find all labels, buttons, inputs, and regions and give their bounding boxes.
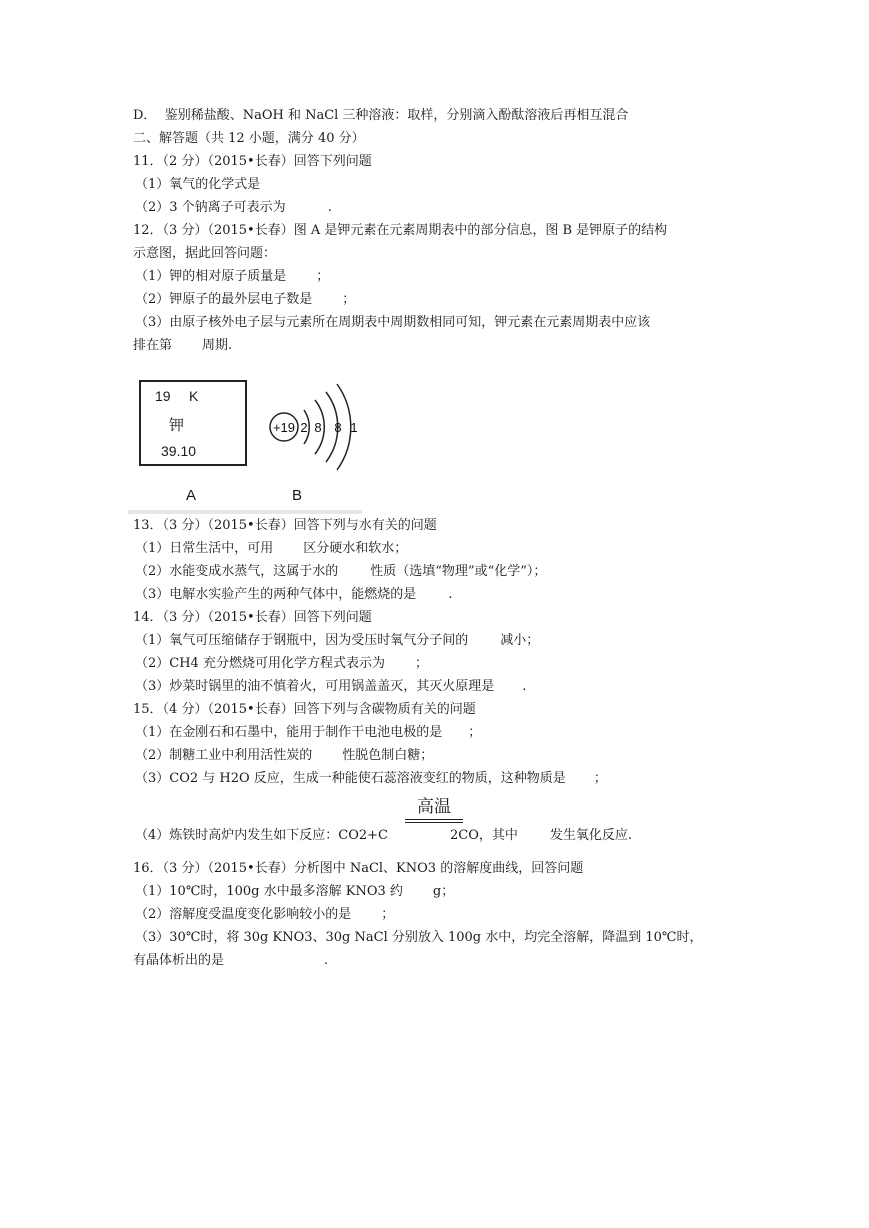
- q12-part3-cont: [133, 336, 232, 356]
- q12-part1-text: （1）钾的相对原子质量是: [135, 269, 287, 284]
- q11-part1: （1）氧气的化学式是: [135, 177, 261, 192]
- atomic-mass: 39.10: [161, 443, 197, 459]
- q16-part3-cont-text: 有晶体析出的是: [133, 953, 225, 968]
- q13-part1: [135, 539, 407, 559]
- q15-part3-text: （3）CO2 与 H2O 反应，生成一种能使石蕊溶液变红的物质，这种物质是: [135, 771, 566, 786]
- q15-part4: [135, 826, 632, 846]
- q12-stem-cont: 示意图，据此回答问题：: [133, 246, 277, 261]
- q15-stem: 15．（4 分）（2015•长春）回答下列与含碳物质有关的问题: [133, 702, 476, 717]
- q13-part3-text: （3）电解水实验产生的两种气体中，能燃烧的是: [135, 587, 417, 602]
- q12-part3-cont-end: 周期.: [202, 338, 233, 353]
- q15-part1-text: （1）在金刚石和石墨中，能用于制作干电池电极的是: [135, 725, 443, 740]
- shell-electron-count: 2: [300, 420, 308, 435]
- shell-electron-count: 8: [314, 420, 322, 435]
- q16-part2: [135, 905, 394, 925]
- q16-part1-text: （1）10℃时，100g 水中最多溶解 KNO3 约: [135, 884, 403, 899]
- figure-label-b: B: [292, 487, 303, 504]
- q14-part2: [135, 654, 428, 674]
- nucleus-charge: +19: [272, 420, 296, 435]
- q12-part2-end: ；: [342, 292, 356, 307]
- q14-part1-text: （1）氧气可压缩储存于钢瓶中，因为受压时氧气分子间的: [135, 633, 469, 648]
- equation-double-line-bottom: [405, 822, 463, 823]
- q11-part2-end: .: [327, 200, 332, 215]
- q16-part3-cont-end: .: [324, 953, 329, 968]
- reaction-condition: 高温: [417, 797, 451, 817]
- q14-stem: 14．（3 分）（2015•长春）回答下列问题: [133, 610, 372, 625]
- q16-part2-end: ；: [381, 907, 395, 922]
- q12-part2: [135, 290, 355, 310]
- q16-part3: （3）30℃时，将 30g KNO3、30g NaCl 分别放入 100g 水中，均完全溶解，降温到 10℃时，: [135, 930, 703, 945]
- q14-part2-text: （2）CH4 充分燃烧可用化学方程式表示为: [135, 656, 385, 671]
- q13-stem: 13．（3 分）（2015•长春）回答下列与水有关的问题: [133, 518, 437, 533]
- q15-part2-text: （2）制糖工业中利用活性炭的: [135, 748, 313, 763]
- q12-part3-cont-text: 排在第: [133, 338, 173, 353]
- q11-stem: 11．（2 分）（2015•长春）回答下列问题: [133, 154, 372, 169]
- q14-part3-end: .: [522, 679, 527, 694]
- q12-part1-end: ；: [316, 269, 330, 284]
- q13-part1-text: （1）日常生活中，可用: [135, 541, 274, 556]
- q13-part2-end: 性质（选填“物理”或“化学”）；: [370, 564, 547, 579]
- q15-part4-product: 2CO，其中: [450, 828, 518, 843]
- q12-part1: [135, 267, 329, 287]
- q11-part2-text: （2）3 个钠离子可表示为: [135, 200, 286, 215]
- q16-part1: [135, 882, 454, 902]
- q15-part1-end: ；: [468, 725, 482, 740]
- q15-part3-end: ；: [593, 771, 607, 786]
- q11-part2: [135, 198, 332, 218]
- q13-part1-end: 区分硬水和软水；: [303, 541, 408, 556]
- q16-stem: 16．（3 分）（2015•长春）分析图中 NaCl、KNO3 的溶解度曲线，回答问题: [133, 861, 584, 876]
- q15-part2-end: 性脱色制白糖；: [342, 748, 434, 763]
- q16-part3-cont: [133, 951, 328, 971]
- q12-stem: 12．（3 分）（2015•长春）图 A 是钾元素在元素周期表中的部分信息，图 B 是钾原子的结构: [133, 223, 668, 238]
- equation-double-line-top: [405, 819, 463, 820]
- atomic-number: 19: [155, 388, 171, 404]
- q14-part1-end: 减小；: [500, 633, 540, 648]
- q14-part3: [135, 677, 526, 697]
- q15-part1: [135, 723, 481, 743]
- shell-electron-count: 1: [350, 420, 358, 435]
- atom-structure-diagram: [262, 380, 372, 485]
- q15-part3: [135, 769, 607, 789]
- q13-part2: [135, 562, 546, 582]
- q14-part1: [135, 631, 539, 651]
- element-name: 钾: [169, 416, 185, 434]
- q15-part2: [135, 746, 433, 766]
- q15-part4-text: （4）炼铁时高炉内发生如下反应：CO2+C: [135, 828, 388, 843]
- q14-part3-text: （3）炒菜时锅里的油不慎着火，可用锅盖盖灭，其灭火原理是: [135, 679, 495, 694]
- shell-electron-count: 8: [334, 420, 342, 435]
- q13-part2-text: （2）水能变成水蒸气，这属于水的: [135, 564, 339, 579]
- q14-part2-end: ；: [414, 656, 428, 671]
- element-symbol: K: [189, 388, 199, 404]
- q16-part1-end: g；: [432, 884, 455, 899]
- section-heading: 二、解答题（共 12 小题，满分 40 分）: [133, 131, 365, 146]
- figure-baseline: [128, 510, 362, 514]
- q13-part3-end: .: [448, 587, 453, 602]
- q16-part2-text: （2）溶解度受温度变化影响较小的是: [135, 907, 352, 922]
- q13-part3: [135, 585, 452, 605]
- q12-part3: （3）由原子核外电子层与元素所在周期表中周期数相同可知，钾元素在元素周期表中应该: [135, 315, 651, 330]
- figure-label-a: A: [186, 487, 197, 504]
- periodic-table-cell: [139, 380, 247, 466]
- q10-option-d: D． 鉴别稀盐酸、NaOH 和 NaCl 三种溶液：取样，分别滴入酚酞溶液后再相互混合: [133, 108, 629, 123]
- q12-part2-text: （2）钾原子的最外层电子数是: [135, 292, 313, 307]
- q15-part4-end: 发生氧化反应.: [549, 828, 633, 843]
